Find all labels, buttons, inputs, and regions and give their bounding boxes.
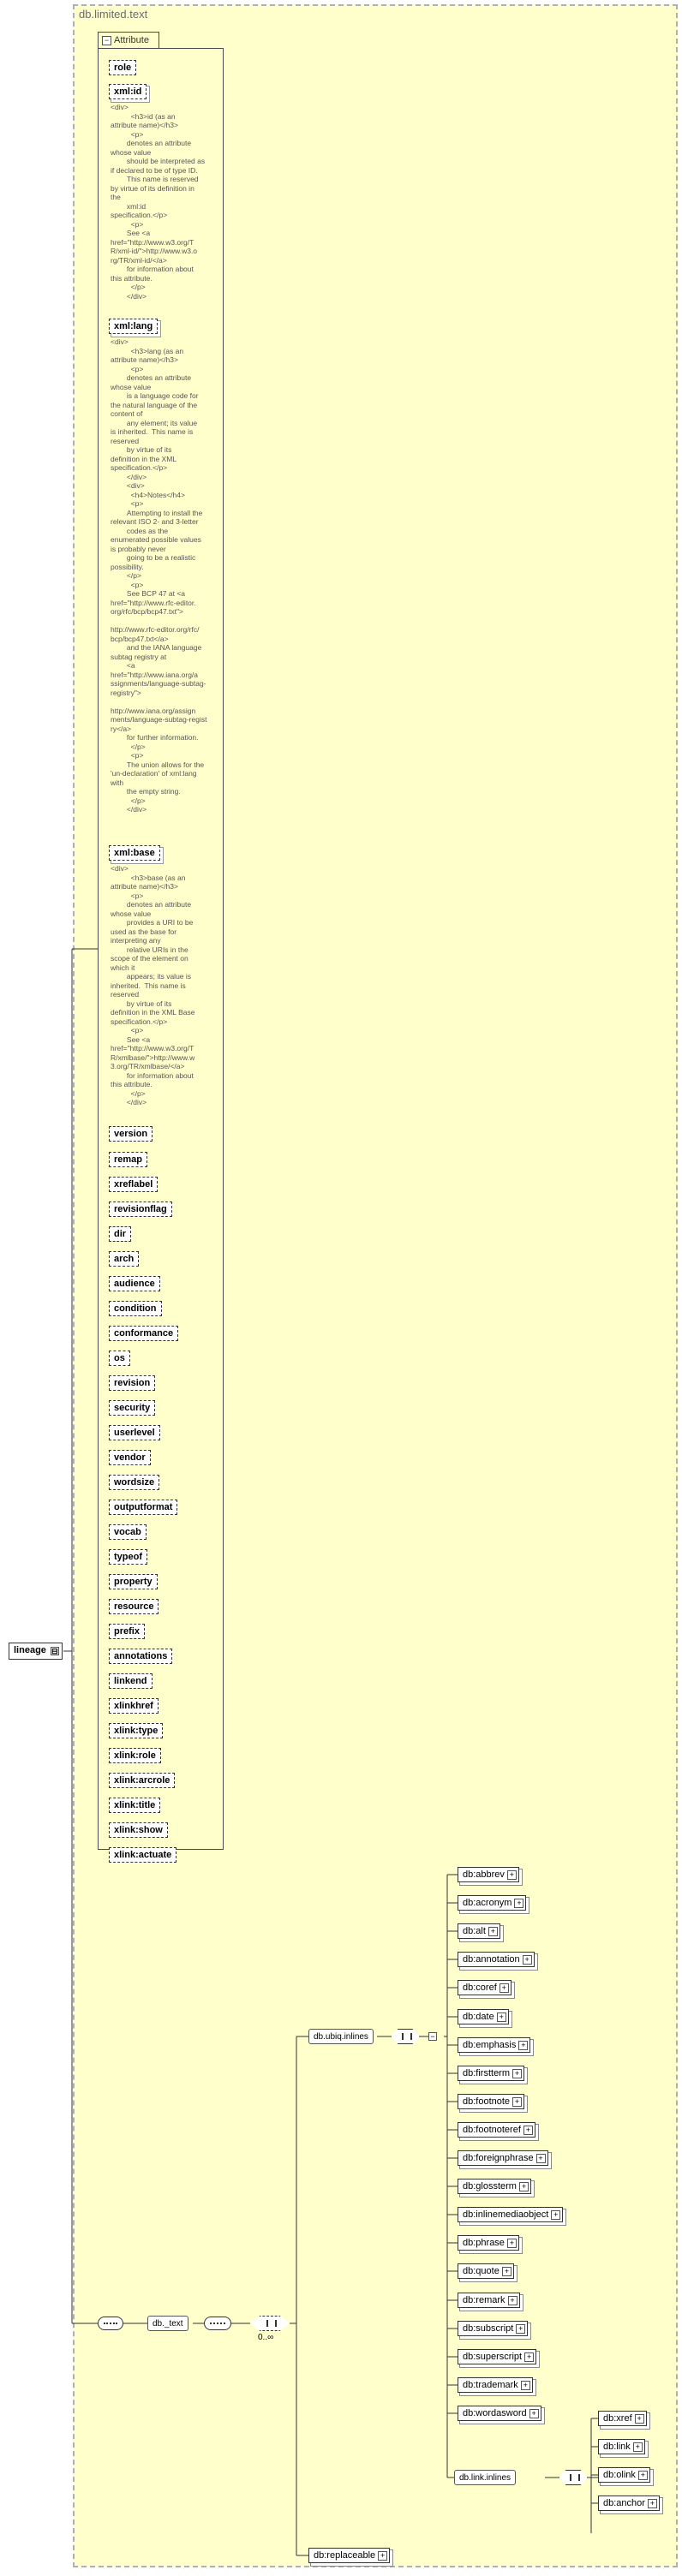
expand-icon[interactable]: + (536, 2154, 546, 2163)
attribute-xml-base[interactable]: xml:base (109, 845, 160, 861)
expand-icon[interactable]: + (518, 2041, 528, 2050)
group-ubiq-inlines[interactable] (308, 2029, 374, 2044)
element-label: db:link (603, 2442, 631, 2452)
expand-icon[interactable]: + (512, 2069, 522, 2078)
element-glossterm[interactable] (458, 2179, 531, 2194)
group-ubiq-label: db.ubiq.inlines (314, 2032, 368, 2042)
element-label: db:phrase (463, 2238, 505, 2248)
attribute-outputformat[interactable]: outputformat (109, 1500, 177, 1515)
diagram-title: db.limited.text (79, 8, 148, 21)
element-label: db:superscript (463, 2352, 523, 2362)
sequence-connector (98, 2317, 123, 2330)
element-label: db:coref (463, 1983, 497, 1993)
attribute-revisionflag[interactable]: revisionflag (109, 1202, 172, 1217)
attribute-prefix[interactable]: prefix (109, 1624, 145, 1639)
expand-icon[interactable]: ⊟ (51, 1647, 58, 1655)
attribute-resource[interactable]: resource (109, 1599, 159, 1614)
attribute-role[interactable]: role (109, 60, 136, 75)
group-text[interactable] (147, 2316, 188, 2331)
element-label: db:footnoteref (463, 2125, 521, 2135)
attribute-vocab[interactable]: vocab (109, 1524, 147, 1540)
attribute-xlinkhref[interactable]: xlinkhref (109, 1698, 159, 1714)
expand-icon[interactable]: + (507, 1870, 517, 1880)
element-inlinemediaobject[interactable] (458, 2207, 563, 2222)
attribute-xlink-actuate[interactable]: xlink:actuate (109, 1847, 176, 1863)
element-acronym[interactable] (458, 1895, 526, 1911)
element-label: db:quote (463, 2266, 500, 2276)
attribute-remap[interactable]: remap (109, 1152, 147, 1167)
element-label: db:footnote (463, 2096, 511, 2107)
expand-icon[interactable]: + (521, 2381, 530, 2390)
expand-icon[interactable]: + (512, 2097, 522, 2107)
expand-icon[interactable]: + (502, 2267, 512, 2276)
attribute-xlink-arcrole[interactable]: xlink:arcrole (109, 1773, 175, 1788)
attribute-userlevel[interactable]: userlevel (109, 1425, 160, 1440)
element-footnoteref[interactable] (458, 2122, 535, 2138)
attribute-linkend[interactable]: linkend (109, 1673, 153, 1689)
element-replaceable[interactable] (308, 2548, 390, 2563)
element-label: db:wordasword (463, 2408, 527, 2418)
element-subscript[interactable] (458, 2321, 528, 2336)
attribute-wordsize[interactable]: wordsize (109, 1475, 159, 1490)
attribute-annotations[interactable]: annotations (109, 1649, 172, 1664)
attribute-condition[interactable]: condition (109, 1301, 162, 1316)
element-emphasis[interactable] (458, 2037, 530, 2053)
element-foreignphrase[interactable] (458, 2150, 548, 2166)
attribute-revision[interactable]: revision (109, 1375, 155, 1391)
expand-icon[interactable]: + (638, 2471, 648, 2480)
element-olink[interactable] (598, 2467, 650, 2483)
attribute-os[interactable]: os (109, 1351, 130, 1366)
element-date[interactable] (458, 2009, 509, 2024)
element-wordasword[interactable] (458, 2406, 541, 2421)
element-remark[interactable] (458, 2293, 520, 2308)
group-link-label: db.link.inlines (459, 2473, 512, 2483)
expand-icon[interactable]: − (428, 2032, 437, 2041)
expand-icon[interactable]: + (635, 2414, 644, 2424)
expand-icon[interactable]: + (519, 2182, 529, 2191)
expand-icon[interactable]: + (523, 2126, 533, 2135)
group-text-label: db._text (153, 2319, 183, 2329)
element-annotation[interactable] (458, 1952, 535, 1967)
collapse-icon[interactable]: − (102, 36, 111, 45)
attribute-xml-id[interactable]: xml:id (109, 84, 147, 99)
expand-icon[interactable]: + (500, 1983, 509, 1993)
attributes-header-label: Attribute (114, 35, 149, 45)
attribute-typeof[interactable]: typeof (109, 1549, 147, 1565)
element-label: db:remark (463, 2295, 506, 2305)
element-footnote[interactable] (458, 2094, 524, 2109)
cardinality-label: 0..∞ (258, 2333, 274, 2342)
element-coref[interactable] (458, 1980, 512, 1995)
element-alt[interactable] (458, 1923, 500, 1939)
element-link[interactable] (598, 2439, 645, 2454)
attribute-documentation: <div> <h3>lang (as an attribute name)</h3> <p> denotes an attribute whose value is a language code for the natural language of the content of any element; its value is inherited. This name is reserved by virtue of its definition in the XML specification.</p> </div> <div> <h4>Notes</h4> <p> Attempting to install the relevant ISO 2- and 3-letter codes as the enumerated possible values is probably never going to be a realistic possibility. </p> <p> See BCP 47 at <a href="http://www.rfc-editor. org/rfc/bcp/bcp47.txt"> http://www.rfc-editor.org/rfc/ bcp/bcp47.txt</a> and the IANA language subtag registry at <a href="http://www.iana.org/a ssignments/language-subtag- registry"> http://www.iana.org/assign ments/language-subtag-regist ry</a> for further information. </p> <p> The union allows for the 'un-declaration' of xml:lang with the empty string. </p> </div> (111, 337, 207, 814)
element-firstterm[interactable] (458, 2066, 524, 2081)
attribute-xreflabel[interactable]: xreflabel (109, 1177, 158, 1192)
expand-icon[interactable]: + (551, 2210, 560, 2220)
element-label: db:alt (463, 1926, 486, 1936)
attribute-property[interactable]: property (109, 1574, 158, 1589)
element-label: db:firstterm (463, 2068, 511, 2078)
expand-icon[interactable]: + (524, 2352, 534, 2362)
group-link-inlines[interactable] (454, 2470, 516, 2485)
element-phrase[interactable] (458, 2235, 519, 2251)
element-label: db:subscript (463, 2323, 514, 2334)
element-label: db:olink (603, 2470, 636, 2480)
attributes-header[interactable] (98, 32, 159, 48)
expand-icon[interactable]: + (488, 1927, 498, 1936)
attribute-documentation: <div> <h3>id (as an attribute name)</h3> <p> denotes an attribute whose value should be interpreted as if declared to be of type ID. This name is reserved by virtue of its definition in the xml:id specification.</p> <p> See <a href="http://www.w3.org/T R/xml-id/">http://www.w3.o rg/TR/xml-id/</a> for information about this attribute. </p> </div> (111, 103, 206, 301)
element-label: db:foreignphrase (463, 2153, 534, 2163)
element-label: db:inlinemediaobject (463, 2209, 549, 2220)
expand-icon[interactable]: + (378, 2551, 387, 2561)
element-label: db:replaceable (314, 2550, 376, 2561)
expand-icon[interactable]: + (648, 2499, 657, 2508)
attribute-xlink-show[interactable]: xlink:show (109, 1822, 168, 1838)
element-label: db:xref (603, 2413, 632, 2424)
element-superscript[interactable] (458, 2349, 536, 2364)
element-label: db:acronym (463, 1898, 512, 1908)
expand-icon[interactable]: + (529, 2409, 539, 2418)
expand-icon[interactable]: + (497, 2012, 506, 2022)
attribute-security[interactable]: security (109, 1400, 155, 1416)
attribute-dir[interactable]: dir (109, 1226, 131, 1242)
element-label: db:annotation (463, 1954, 520, 1965)
element-label: db:date (463, 2012, 494, 2022)
expand-icon[interactable]: + (507, 2239, 517, 2248)
attribute-xlink-role[interactable]: xlink:role (109, 1748, 161, 1763)
element-label: db:anchor (603, 2498, 645, 2508)
element-xref[interactable] (598, 2411, 647, 2426)
element-quote[interactable] (458, 2263, 514, 2279)
element-label: db:glossterm (463, 2181, 517, 2191)
element-trademark[interactable] (458, 2377, 533, 2393)
attribute-xml-lang[interactable]: xml:lang (109, 319, 158, 334)
attribute-conformance[interactable]: conformance (109, 1326, 178, 1341)
expand-icon[interactable]: + (633, 2442, 643, 2452)
element-label: db:abbrev (463, 1869, 505, 1880)
expand-icon[interactable]: + (516, 2324, 525, 2334)
attribute-xlink-title[interactable]: xlink:title (109, 1798, 160, 1813)
attribute-version[interactable]: version (109, 1126, 153, 1142)
attribute-xlink-type[interactable]: xlink:type (109, 1723, 163, 1738)
attribute-audience[interactable]: audience (109, 1276, 160, 1291)
attribute-vendor[interactable]: vendor (109, 1450, 151, 1465)
expand-icon[interactable]: + (523, 1955, 532, 1965)
element-abbrev[interactable] (458, 1867, 519, 1882)
element-label: db:trademark (463, 2380, 518, 2390)
root-element-label: lineage (14, 1645, 46, 1655)
expand-icon[interactable]: + (508, 2296, 517, 2305)
element-anchor[interactable] (598, 2496, 660, 2511)
sequence-connector-2 (204, 2317, 231, 2330)
element-label: db:emphasis (463, 2040, 517, 2050)
attribute-documentation: <div> <h3>base (as an attribute name)</h3> <p> denotes an attribute whose value provides a URI to be used as the base for interpreting any relative URIs in the scope of the element on which it appears; its value is inherited. This name is reserved by virtue of its definition in the XML Base specification.</p> <p> See <a href="http://www.w3.org/T R/xmlbase/">http://www.w 3.org/TR/xmlbase/</a> for information about this attribute. </p> </div> (111, 864, 195, 1106)
expand-icon[interactable]: + (514, 1899, 523, 1908)
attribute-arch[interactable]: arch (109, 1251, 139, 1267)
root-element[interactable] (9, 1643, 63, 1660)
